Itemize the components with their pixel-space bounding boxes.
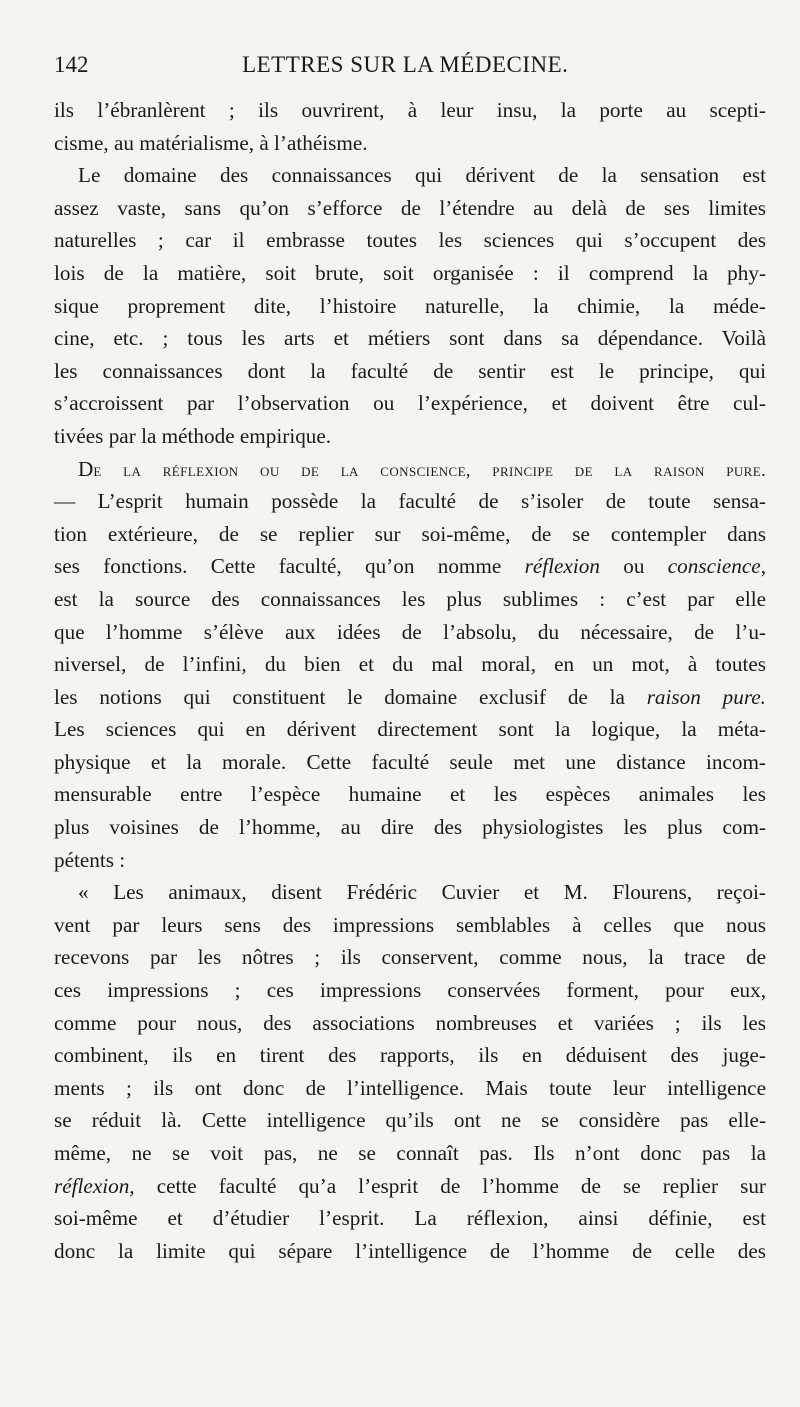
text-line: les connaissances dont la faculté de sentir est le principe, qui: [54, 358, 766, 383]
page-number: 142: [54, 52, 89, 77]
text-line: physique et la morale. Cette faculté seule met une distance incom-: [54, 749, 766, 774]
text-line: ils l’ébranlèrent ; ils ouvrirent, à leur insu, la porte au scepti-: [54, 98, 766, 122]
text-line: comme pour nous, des associations nombreuses et variées ; ils les: [54, 1010, 766, 1035]
text-line: « Les animaux, disent Frédéric Cuvier et M. Flourens, reçoi-: [78, 880, 766, 905]
emphasis: raison pure.: [646, 684, 766, 709]
emphasis: réflexion,: [54, 1173, 135, 1198]
text-line: ses fonctions. Cette faculté, qu’on nomme réflexion ou conscience,: [54, 554, 766, 579]
text-line: niversel, de l’infini, du bien et du mal moral, en un mot, à toutes: [54, 652, 766, 677]
running-header: [54, 52, 752, 78]
body-text: [54, 94, 766, 1267]
text-line: ces impressions ; ces impressions conservées forment, pour eux,: [54, 978, 766, 1003]
text-line: tion extérieure, de se replier sur soi-même, de se contempler dans: [54, 521, 766, 546]
text-line: tivées par la méthode empirique.: [54, 423, 332, 448]
text-line: assez vaste, sans qu’on s’efforce de l’étendre au delà de ses limites: [54, 195, 766, 220]
text-line: plus voisines de l’homme, au dire des physiologistes les plus com-: [54, 815, 766, 840]
emphasis: conscience,: [667, 554, 766, 579]
text-line: Le domaine des connaissances qui dérivent de la sensation est: [78, 163, 766, 188]
section-heading: [54, 453, 766, 486]
text-line: donc la limite qui sépare l’intelligence de l’homme de celle des: [54, 1238, 766, 1263]
text-line: cine, etc. ; tous les arts et métiers sont dans sa dépendance. Voilà: [54, 326, 766, 351]
text-line: naturelles ; car il embrasse toutes les sciences qui s’occupent des: [54, 228, 766, 253]
text-line: mensurable entre l’espèce humaine et les espèces animales les: [54, 782, 766, 807]
text-line: soi-même et d’étudier l’esprit. La réflexion, ainsi définie, est: [54, 1206, 766, 1231]
heading-smallcaps: e la réflexion ou de la conscience, principe de la raison pure.: [93, 459, 766, 480]
text-line: — L’esprit humain possède la faculté de s’isoler de toute sensa-: [54, 489, 766, 514]
text-line: que l’homme s’élève aux idées de l’absolu, du nécessaire, de l’u-: [54, 619, 766, 644]
text-line: Les sciences qui en dérivent directement sont la logique, la méta-: [54, 717, 766, 742]
text-line: s’accroissent par l’observation ou l’expérience, et doivent être cul-: [54, 391, 766, 416]
text-line: recevons par les nôtres ; ils conservent, comme nous, la trace de: [54, 945, 766, 970]
text-line: se réduit là. Cette intelligence qu’ils ont ne se considère pas elle-: [54, 1108, 766, 1133]
heading-dropcap: D: [78, 456, 94, 481]
text-line: même, ne se voit pas, ne se connaît pas. Ils n’ont donc pas la: [54, 1141, 766, 1165]
text-line: vent par leurs sens des impressions semblables à celles que nous: [54, 912, 766, 937]
text-line: ments ; ils ont donc de l’intelligence. Mais toute leur intelligence: [54, 1075, 766, 1100]
emphasis: réflexion: [524, 554, 600, 579]
text-line: pétents :: [54, 847, 126, 872]
text-line: combinent, ils en tirent des rapports, ils en déduisent des juge-: [54, 1043, 766, 1068]
text-line: cisme, au matérialisme, à l’athéisme.: [54, 130, 368, 155]
text-line: lois de la matière, soit brute, soit organisée : il comprend la phy-: [54, 260, 766, 285]
text-line: réflexion, cette faculté qu’a l’esprit de l’homme de se replier sur: [54, 1173, 766, 1198]
text-line: les notions qui constituent le domaine exclusif de la raison pure.: [54, 684, 766, 709]
text-line: est la source des connaissances les plus sublimes : c’est par elle: [54, 586, 766, 611]
text-line: sique proprement dite, l’histoire naturelle, la chimie, la méde-: [54, 293, 766, 318]
running-title: LETTRES SUR LA MÉDECINE.: [242, 52, 569, 77]
